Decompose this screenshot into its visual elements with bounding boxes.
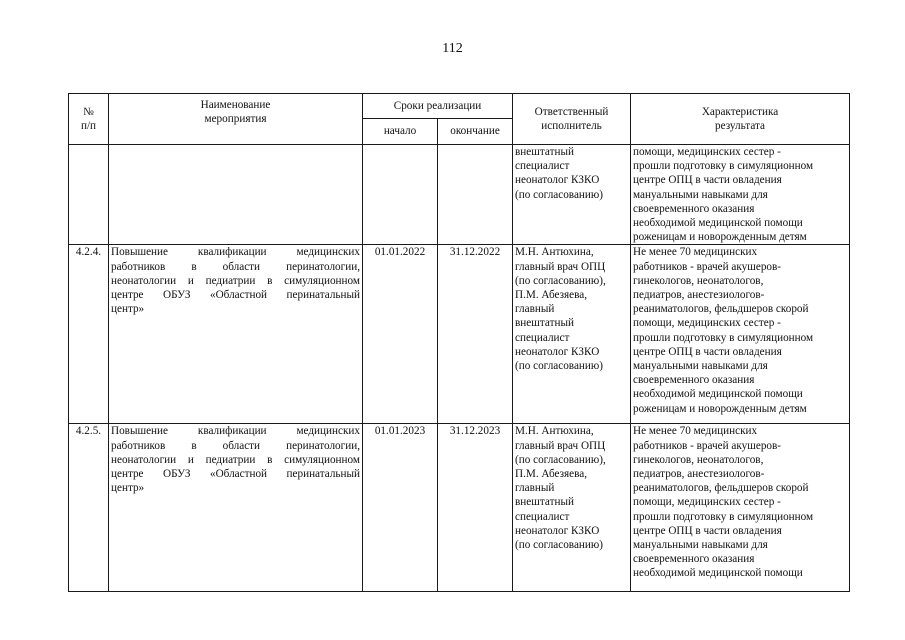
table-header [69, 94, 850, 145]
cell-text-line: (по согласованию) [515, 539, 603, 552]
cell-end: 31.12.2022 [438, 245, 513, 424]
cell-name [109, 145, 363, 245]
cell-number [69, 145, 109, 245]
cell-text-line: неонатолог КЗКО [515, 174, 600, 187]
cell-text-line: своевременного оказания [633, 374, 755, 387]
cell-text-line: роженицам и новорожденным детям [633, 402, 807, 415]
cell-text-line: работников - врачей акушеров- [633, 439, 782, 452]
cell-text-line: специалист [515, 160, 570, 173]
cell-text-line: (по согласованию) [515, 360, 603, 373]
header-result-line: Характеристика [701, 105, 779, 118]
cell-text-line: главный врач ОПЦ [515, 439, 606, 452]
cell-text-line: внештатный [515, 496, 574, 509]
cell-end: 31.12.2023 [438, 424, 513, 592]
cell-text-line: центр» [111, 482, 145, 495]
cell-text-line: помощи, медицинских сестер - [633, 317, 781, 330]
cell-text-line: (по согласованию) [515, 188, 603, 201]
header-responsible [513, 94, 631, 145]
cell-text-line: П.М. Абезяева, [515, 289, 588, 302]
cell-text-line: неонатологии и педиатрии в симуляционном [111, 274, 360, 287]
table-row [69, 424, 850, 592]
cell-text-line: (по согласованию), [515, 453, 606, 466]
cell-text-line: реаниматологов, фельдшеров скорой [633, 303, 809, 316]
cell-number: 4.2.5. [69, 424, 109, 592]
cell-text-line: Повышение квалификации медицинских [111, 425, 360, 438]
cell-result [631, 424, 850, 592]
header-number [69, 94, 109, 145]
table-row [69, 245, 850, 424]
cell-text-line: мануальными навыками для [633, 188, 768, 201]
cell-text-line: М.Н. Антюхина, [515, 246, 594, 259]
cell-text-line: педиатров, анестезиологов- [633, 289, 765, 302]
header-responsible-line: исполнитель [541, 120, 602, 132]
cell-text-line: центре ОБУЗ «Областной перинатальный [111, 468, 360, 481]
cell-text-line: неонатолог КЗКО [515, 345, 600, 358]
cell-text-line: реаниматологов, фельдшеров скорой [633, 482, 809, 495]
cell-text-line: гинекологов, неонатологов, [633, 274, 764, 287]
activities-table [68, 93, 850, 592]
cell-text-line: неонатологии и педиатрии в симуляционном [111, 453, 360, 466]
header-name-line: мероприятия [204, 113, 267, 126]
cell-end [438, 145, 513, 245]
cell-text-line: прошли подготовку в симуляционном [633, 510, 814, 523]
cell-responsible [513, 245, 631, 424]
header-result-line: результата [715, 120, 765, 132]
cell-text-line: М.Н. Антюхина, [515, 425, 594, 438]
header-number-line: № [83, 105, 94, 118]
cell-text-line: необходимой медицинской помощи [633, 388, 803, 401]
cell-text-line: главный [515, 482, 555, 495]
header-name-line: Наименование [200, 99, 271, 111]
cell-text-line: центре ОПЦ в части овладения [633, 524, 782, 537]
cell-text-line: главный врач ОПЦ [515, 260, 606, 273]
cell-start: 01.01.2022 [363, 245, 438, 424]
cell-text-line: (по согласованию), [515, 274, 606, 287]
cell-text-line: необходимой медицинской помощи [633, 217, 803, 230]
cell-text-line: гинекологов, неонатологов, [633, 453, 764, 466]
cell-text-line: необходимой медицинской помощи [633, 567, 803, 580]
cell-number: 4.2.4. [69, 245, 109, 424]
cell-text-line: прошли подготовку в симуляционном [633, 160, 814, 173]
header-result [631, 94, 850, 145]
cell-text-line: своевременного оказания [633, 202, 755, 215]
cell-text-line: работников в области перинатологии, [111, 260, 360, 273]
cell-text-line: Не менее 70 медицинских [633, 425, 758, 438]
cell-text-line: своевременного оказания [633, 553, 755, 566]
header-number-line: п/п [80, 120, 97, 132]
cell-text-line: центре ОПЦ в части овладения [633, 345, 782, 358]
cell-text-line: специалист [515, 331, 570, 344]
cell-text-line: Повышение квалификации медицинских [111, 246, 360, 259]
header-period: Сроки реализации [363, 94, 513, 119]
cell-text-line: Не менее 70 медицинских [633, 246, 758, 259]
cell-text-line: центре ОБУЗ «Областной перинатальный [111, 289, 360, 302]
cell-result [631, 145, 850, 245]
page-number: 112 [442, 41, 463, 56]
cell-text-line: главный [515, 303, 555, 316]
cell-text-line: помощи, медицинских сестер - [633, 496, 781, 509]
table-row-continuation [69, 145, 850, 245]
cell-text-line: помощи, медицинских сестер - [633, 146, 781, 158]
cell-text-line: мануальными навыками для [633, 360, 768, 373]
cell-start: 01.01.2023 [363, 424, 438, 592]
cell-text-line: специалист [515, 510, 570, 523]
cell-text-line: педиатров, анестезиологов- [633, 468, 765, 481]
cell-responsible [513, 145, 631, 245]
header-start: начало [363, 119, 438, 145]
cell-text-line: работников - врачей акушеров- [633, 260, 782, 273]
cell-text-line: внештатный [515, 146, 574, 158]
cell-text-line: внештатный [515, 317, 574, 330]
cell-text-line: мануальными навыками для [633, 539, 768, 552]
cell-responsible [513, 424, 631, 592]
header-name [109, 94, 363, 145]
cell-name [109, 245, 363, 424]
cell-text-line: П.М. Абезяева, [515, 468, 588, 481]
cell-result [631, 245, 850, 424]
cell-start [363, 145, 438, 245]
header-end: окончание [438, 119, 513, 145]
cell-name [109, 424, 363, 592]
cell-text-line: роженицам и новорожденным детям [633, 231, 807, 244]
cell-text-line: работников в области перинатологии, [111, 439, 360, 452]
header-responsible-line: Ответственный [534, 105, 609, 118]
cell-text-line: неонатолог КЗКО [515, 524, 600, 537]
cell-text-line: центр» [111, 303, 145, 316]
cell-text-line: центре ОПЦ в части овладения [633, 174, 782, 187]
cell-text-line: прошли подготовку в симуляционном [633, 331, 814, 344]
